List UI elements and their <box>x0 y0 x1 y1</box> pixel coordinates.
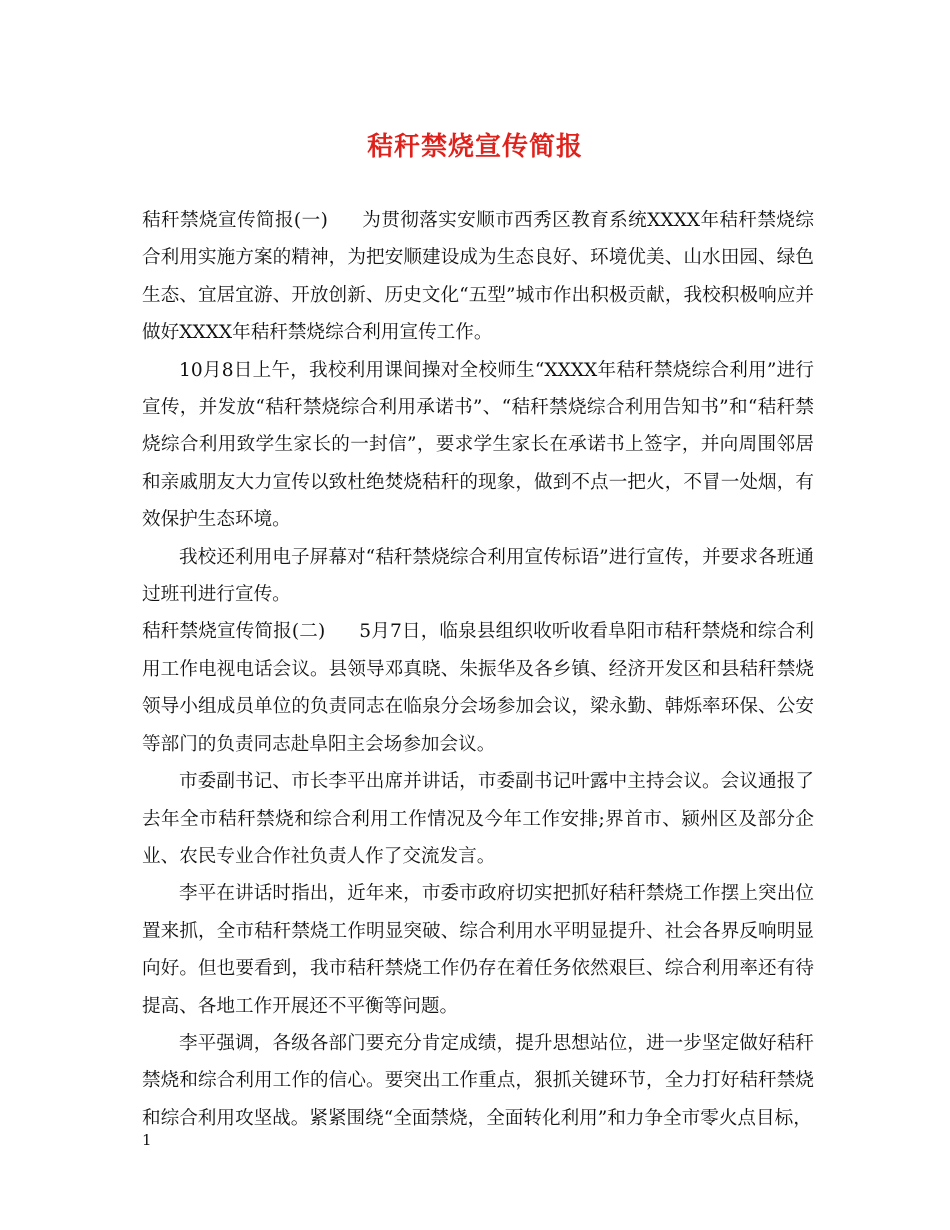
section-2-intro-text: 5月7日，临泉县组织收听收看阜阳市秸秆禁烧和综合利用工作电视电话会议。县领导邓真晓、朱振华及各乡镇、经济开发区和县秸秆禁烧领导小组成员单位的负责同志在临泉分会场参加会议，梁永勤、韩烁率环保、公安等部门的负责同志赴阜阳主会场参加会议。 <box>142 621 814 755</box>
section-2-paragraph-4: 李平强调，各级各部门要充分肯定成绩，提升思想站位，进一步坚定做好秸秆禁烧和综合利用工作的信心。要突出工作重点，狠抓关键环节，全力打好秸秆禁烧和综合利用攻坚战。紧紧围绕“全面禁烧，全面转化利用”和力争全市零火点目标， <box>142 1032 814 1129</box>
section-1-paragraph-1 <box>142 202 814 352</box>
section-2-paragraph-1 <box>142 613 814 763</box>
document-body <box>142 202 814 1137</box>
document-title: 秸秆禁烧宣传简报 <box>366 132 583 162</box>
section-1-paragraph-2: 10月8日上午，我校利用课间操对全校师生“XXXX年秸秆禁烧综合利用”进行宣传，并发放“秸秆禁烧综合利用承诺书”、“秸秆禁烧综合利用告知书”和“秸秆禁烧综合利用致学生家长的一封信”，要求学生家长在承诺书上签字，并向周围邻居和亲戚朋友大力宣传以致杜绝焚烧秸秆的现象，做到不点一把火，不冒一处烟，有效保护生态环境。 <box>142 359 814 531</box>
section-1-label: 秸秆禁烧宣传简报(一) <box>142 210 328 231</box>
section-2-label: 秸秆禁烧宣传简报(二) <box>142 621 326 643</box>
section-2-paragraph-3: 李平在讲话时指出，近年来，市委市政府切实把抓好秸秆禁烧工作摆上突出位置来抓，全市秸秆禁烧工作明显突破、综合利用水平明显提升、社会各界反响明显向好。但也要看到，我市秸秆禁烧工作仍存在着任务依然艰巨、综合利用率还有待提高、各地工作开展还不平衡等问题。 <box>142 883 814 1017</box>
section-2-paragraph-2: 市委副书记、市长李平出席并讲话，市委副书记叶露中主持会议。会议通报了去年全市秸秆禁烧和综合利用工作情况及今年工作安排;界首市、颍州区及部分企业、农民专业合作社负责人作了交流发言。 <box>142 771 814 867</box>
page-number: 1 <box>142 1131 152 1149</box>
section-1-paragraph-3: 我校还利用电子屏幕对“秸秆禁烧综合利用宣传标语”进行宣传，并要求各班通过班刊进行宣传。 <box>142 546 814 606</box>
section-1-intro-text: 为贯彻落实安顺市西秀区教育系统XXXX年秸秆禁烧综合利用实施方案的精神，为把安顺建设成为生态良好、环境优美、山水田园、绿色生态、宜居宜游、开放创新、历史文化“五型”城市作出积极贡献，我校积极响应并做好XXXX年秸秆禁烧综合利用宣传工作。 <box>142 210 814 344</box>
